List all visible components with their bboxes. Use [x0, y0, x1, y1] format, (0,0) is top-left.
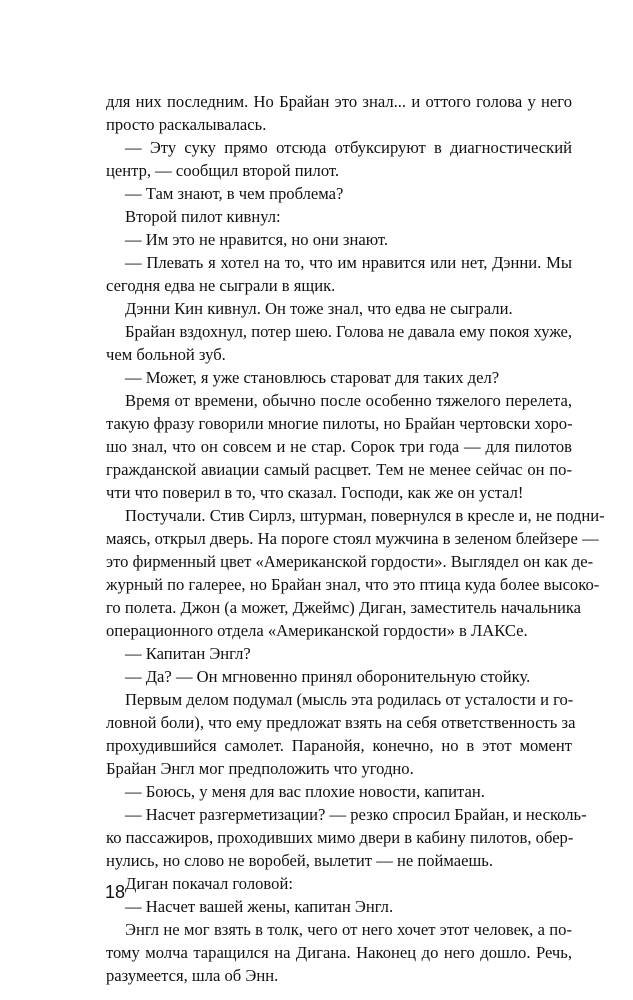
text-line: центр, — сообщил второй пилот. [106, 161, 340, 180]
text-line: чем больной зуб. [106, 345, 226, 364]
text-line: просто раскалывалась. [106, 115, 267, 134]
text-line: Диган покачал головой: [125, 874, 293, 893]
text-line: журный по галерее, но Брайан знал, что это птица куда более высоко- [106, 575, 600, 594]
text-line: Дэнни Кин кивнул. Он тоже знал, что едва не сыграли. [125, 299, 513, 318]
text-line: для них последним. Но Брайан это знал... и оттого голова у него [106, 92, 572, 111]
text-line: тому молча таращился на Дигана. Наконец до него дошло. Речь, [106, 943, 572, 962]
text-line: чти что поверил в то, что сказал. Господи, как же он устал! [106, 483, 524, 502]
text-line: — Капитан Энгл? [125, 644, 251, 663]
text-line: ловной боли), что ему предложат взять на себя ответственность за [106, 713, 576, 732]
text-line: Время от времени, обычно после особенно тяжелого перелета, [125, 391, 572, 410]
text-line: Второй пилот кивнул: [125, 207, 281, 226]
text-line: Брайан Энгл мог предположить что угодно. [106, 759, 414, 778]
page-number: 18 [105, 882, 126, 902]
text-line: прохудившийся самолет. Паранойя, конечно, но в этот момент [106, 736, 572, 755]
text-line: го полета. Джон (а может, Джеймс) Диган, заместитель начальника [106, 598, 582, 617]
text-line: — Насчет вашей жены, капитан Энгл. [125, 897, 394, 916]
text-line: шо знал, что он совсем и не стар. Сорок три года — для пилотов [106, 437, 572, 456]
text-line: — Да? — Он мгновенно принял оборонительную стойку. [125, 667, 531, 686]
text-line: такую фразу говорили многие пилоты, но Брайан чертовски хоро- [106, 414, 573, 433]
text-line: — Там знают, в чем проблема? [125, 184, 344, 203]
text-line: — Им это не нравится, но они знают. [125, 230, 389, 249]
text-line: — Может, я уже становлюсь староват для таких дел? [125, 368, 500, 387]
text-line: Брайан вздохнул, потер шею. Голова не давала ему покоя хуже, [125, 322, 573, 341]
body-text [106, 90, 605, 987]
text-line: Энгл не мог взять в толк, чего от него хочет этот человек, а по- [125, 920, 572, 939]
text-line: — Плевать я хотел на то, что им нравится или нет, Дэнни. Мы [125, 253, 572, 272]
text-line: разумеется, шла об Энн. [106, 966, 279, 985]
text-line: это фирменный цвет «Американской гордости». Выглядел он как де- [106, 552, 594, 571]
text-line: гражданской авиации самый расцвет. Тем не менее сейчас он по- [106, 460, 572, 479]
text-line: операционного отдела «Американской гордости» в ЛАКСе. [106, 621, 528, 640]
text-line: маясь, открыл дверь. На пороге стоял мужчина в зеленом блейзере — [106, 529, 599, 548]
text-line: Постучали. Стив Сирлз, штурман, повернулся в кресле и, не подни- [125, 506, 605, 525]
text-line: — Эту суку прямо отсюда отбуксируют в диагностический [125, 138, 572, 157]
text-line: ко пассажиров, проходивших мимо двери в кабину пилотов, обер- [106, 828, 574, 847]
text-line: Первым делом подумал (мысль эта родилась от усталости и го- [125, 690, 574, 709]
text-line: — Боюсь, у меня для вас плохие новости, капитан. [125, 782, 485, 801]
text-line: нулись, но слово не воробей, вылетит — не поймаешь. [106, 851, 494, 870]
text-line: — Насчет разгерметизации? — резко спросил Брайан, и несколь- [125, 805, 587, 824]
text-line: сегодня едва не сыграли в ящик. [106, 276, 336, 295]
